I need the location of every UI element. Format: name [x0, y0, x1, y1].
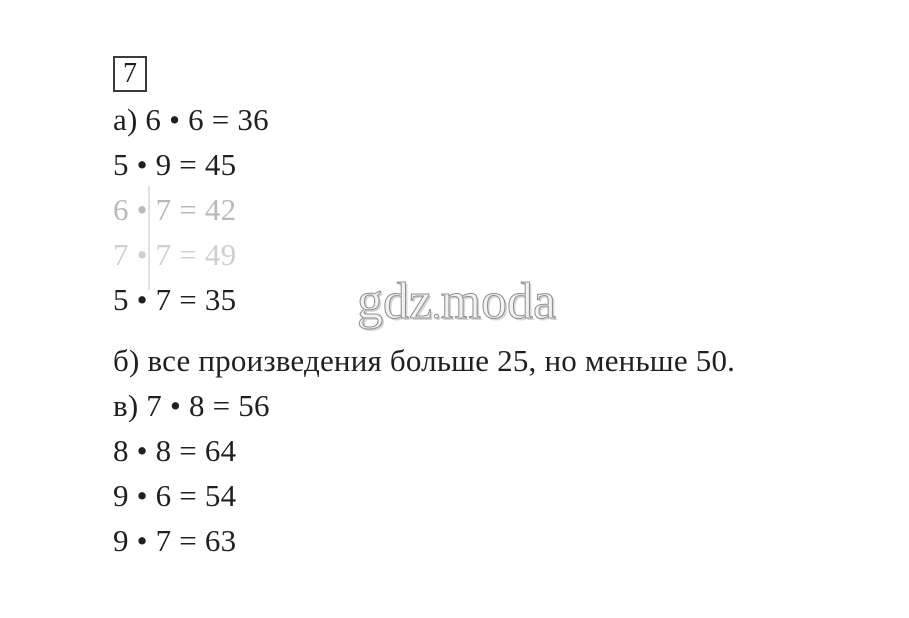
answer-line-d: 7 • 7 = 49	[113, 237, 237, 272]
task-number-box: 7	[113, 56, 147, 92]
watermark	[357, 272, 556, 331]
answer-line-h: 8 • 8 = 64	[113, 433, 237, 468]
watermark-dot: .	[432, 289, 441, 326]
answer-line-b: 5 • 9 = 45	[113, 147, 237, 182]
answer-line-c: 6 • 7 = 42	[113, 192, 237, 227]
answer-line-i: 9 • 6 = 54	[113, 478, 237, 513]
watermark-part2: moda	[440, 273, 557, 330]
answer-line-b-statement: б) все произведения больше 25, но меньше 50.	[113, 343, 736, 378]
watermark-part1: gdz	[357, 273, 433, 330]
answer-line-e: 5 • 7 = 35	[113, 282, 237, 317]
answer-line-a: а) 6 • 6 = 36	[113, 102, 269, 137]
answer-line-j: 9 • 7 = 63	[113, 523, 237, 558]
answer-line-v: в) 7 • 8 = 56	[113, 388, 270, 423]
